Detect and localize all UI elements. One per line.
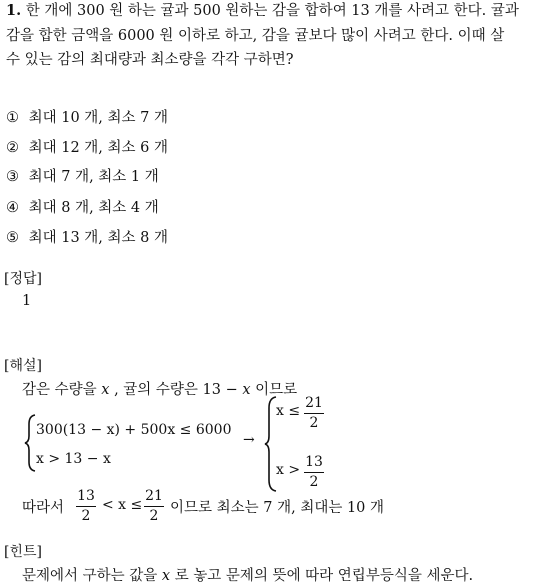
hint-var-x: x — [161, 568, 171, 584]
fraction-bar — [304, 413, 324, 414]
question-text-1: 한 개에 300 원 하는 귤과 500 원하는 감을 합하여 13 개를 사려고 한다. 귤과 — [25, 3, 519, 19]
fraction-21-over-2-b-num: 21 — [145, 488, 163, 504]
system-right-eq-1-lhs: x ≤ — [276, 403, 301, 419]
conclusion-tail: 이므로 최소는 7 개, 최대는 10 개 — [170, 500, 385, 516]
option-2-text: 최대 12 개, 최소 6 개 — [28, 140, 168, 156]
hint-line-b: 로 놓고 문제의 뜻에 따라 연립부등식을 세운다. — [174, 568, 474, 584]
conclusion-inequality: < x ≤ — [102, 497, 143, 513]
hint-header: [힌트] — [4, 544, 42, 560]
system-left-eq-2: x > 13 − x — [36, 451, 111, 467]
fraction-21-over-2-b — [144, 488, 164, 525]
fraction-13-over-2-b-num: 13 — [77, 488, 95, 504]
answer-value: 1 — [22, 293, 32, 309]
question-line-1 — [6, 0, 519, 23]
option-4-mark: ④ — [6, 200, 19, 216]
question-line-3: 수 있는 감의 최대량과 최소량을 각각 구하면? — [6, 52, 294, 68]
option-1-mark: ① — [6, 110, 19, 126]
fraction-21-over-2-b-den: 2 — [149, 508, 159, 524]
option-2[interactable] — [6, 136, 168, 157]
fraction-13-over-2-b-den: 2 — [81, 508, 91, 524]
option-4[interactable] — [6, 196, 159, 217]
explanation-var-x2: x — [242, 382, 251, 398]
fraction-13-over-2-b — [76, 488, 96, 525]
fraction-21-over-2-a-den: 2 — [309, 415, 319, 431]
option-3-text: 최대 7 개, 최소 1 개 — [28, 169, 159, 185]
option-3[interactable] — [6, 165, 159, 186]
option-5[interactable] — [6, 226, 168, 247]
fraction-bar — [304, 472, 324, 473]
fraction-13-over-2-a-den: 2 — [309, 474, 319, 490]
explanation-line-1-a: 감은 수량을 — [22, 382, 97, 398]
option-3-mark: ③ — [6, 169, 19, 185]
question-line-2: 감을 합한 금액을 6000 원 이하로 하고, 감을 귤보다 많이 사려고 한다. 이때 살 — [6, 28, 505, 44]
fraction-13-over-2-a-num: 13 — [305, 454, 323, 470]
option-1[interactable] — [6, 106, 168, 127]
system-right-eq-2-lhs: x > — [276, 462, 301, 478]
option-4-text: 최대 8 개, 최소 4 개 — [28, 200, 159, 216]
explanation-line-1-b: , 귤의 수량은 13 − — [114, 382, 238, 398]
conclusion-lead: 따라서 — [22, 500, 65, 516]
explanation-header: [해설] — [4, 358, 42, 374]
option-2-mark: ② — [6, 140, 19, 156]
fraction-bar — [76, 506, 96, 507]
fraction-bar — [144, 506, 164, 507]
fraction-21-over-2-a-num: 21 — [305, 395, 323, 411]
hint-line-a: 문제에서 구하는 값을 — [22, 568, 158, 584]
answer-header: [정답] — [4, 271, 42, 287]
system-left-eq-1: 300(13 − x) + 500x ≤ 6000 — [36, 422, 232, 438]
explanation-line-1-c: 이므로 — [255, 382, 298, 398]
explanation-line-1 — [22, 378, 297, 399]
option-1-text: 최대 10 개, 최소 7 개 — [28, 110, 168, 126]
option-5-mark: ⑤ — [6, 230, 19, 246]
fraction-21-over-2-a — [304, 395, 324, 432]
question-number: 1. — [6, 2, 22, 19]
implies-arrow: → — [243, 432, 255, 448]
option-5-text: 최대 13 개, 최소 8 개 — [28, 230, 168, 246]
explanation-var-x: x — [101, 382, 110, 398]
fraction-13-over-2-a — [304, 454, 324, 491]
